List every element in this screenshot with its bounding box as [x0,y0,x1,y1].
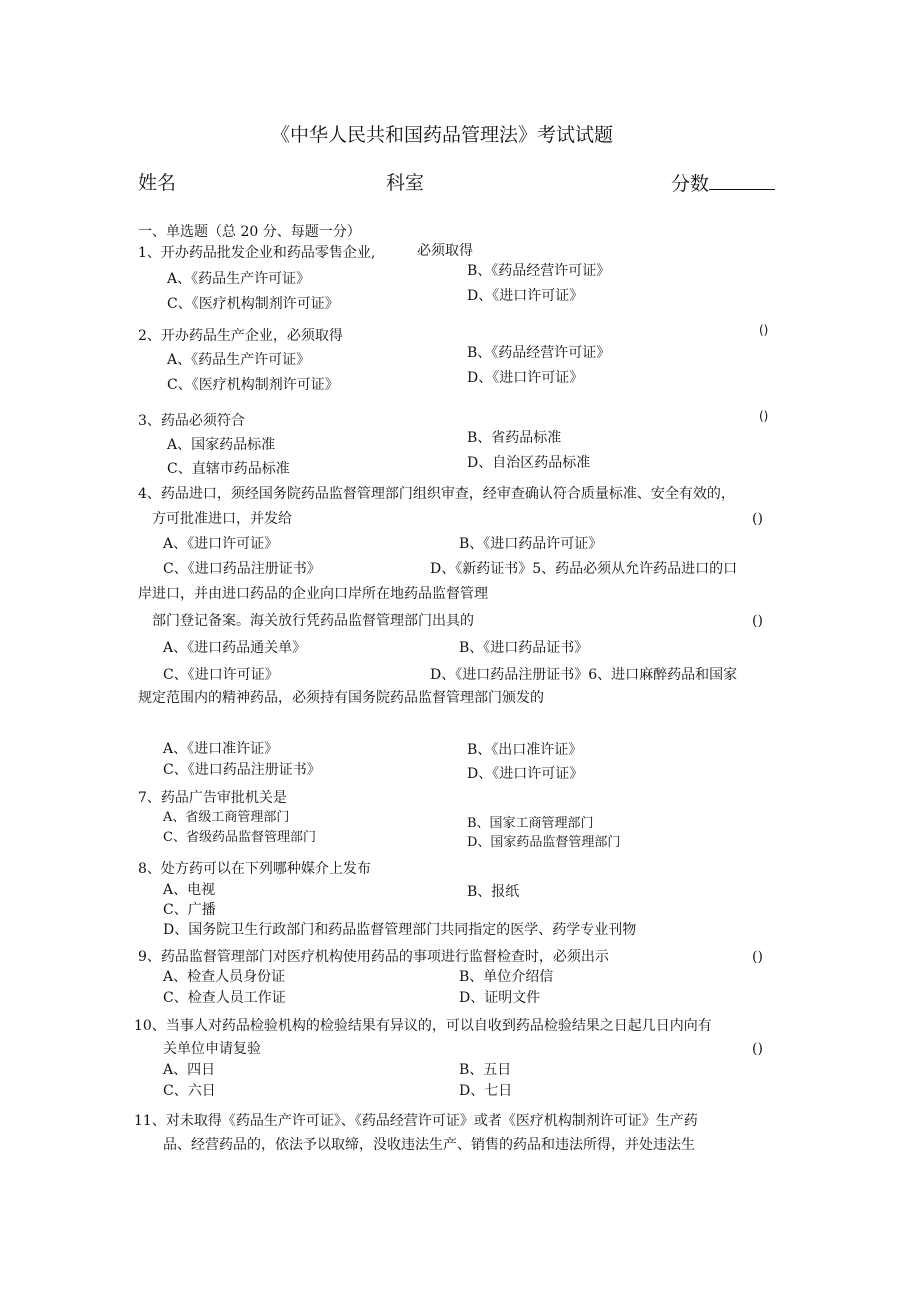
q6-option-a: A、《进口准许证》 [163,741,279,757]
q3-answer-paren: () [759,409,769,423]
score-label [671,171,775,196]
q6-stem-line2: 规定范围内的精神药品，必须持有国务院药品监督管理部门颁发的 [138,690,544,706]
q4-option-b: B、《进口药品许可证》 [459,536,603,552]
score-blank [709,171,775,190]
q11-stem-line2: 品、经营药品的，依法予以取缔，没收违法生产、销售的药品和违法所得，并处违法生 [163,1137,695,1153]
q1-stem: 1、开办药品批发企业和药品零售企业, [138,245,376,261]
q2-option-d: D、《进口许可证》 [467,370,584,386]
q1-option-c: C、《医疗机构制剂许可证》 [167,296,339,312]
q4-option-c: C、《进口药品注册证书》 [163,561,321,577]
q7-option-a: A、省级工商管理部门 [163,810,290,825]
page-title: 《中华人民共和国药品管理法》考试试题 [271,124,614,146]
q5-stem-line2: 岸进口，并由进口药品的企业向口岸所在地药品监督管理 [138,586,488,602]
q7-option-c: C、省级药品监督管理部门 [163,830,316,845]
q2-option-c: C、《医疗机构制剂许可证》 [167,377,339,393]
q2-answer-paren: () [759,323,769,337]
score-label-text: 分数 [671,173,710,195]
q3-stem: 3、药品必须符合 [138,413,245,429]
q10-option-a: A、四日 [163,1062,216,1078]
section-heading: 一、单选题（总 20 分、每题一分） [138,224,361,240]
q10-option-d: D、七日 [459,1083,513,1099]
q1-option-b: B、《药品经营许可证》 [467,263,611,279]
q9-option-b: B、单位介绍信 [459,969,554,985]
q1-option-d: D、《进口许可证》 [467,288,584,304]
q5-answer-paren: () [752,613,763,629]
q4-stem-line1: 4、药品进口，须经国务院药品监督管理部门组织审查，经审查确认符合质量标准、安全有效的， [138,486,735,502]
q11-stem-line1: 11、对未取得《药品生产许可证》、《药品经营许可证》或者《医疗机构制剂许可证》生产药 [134,1113,698,1129]
q10-option-b: B、五日 [459,1062,512,1078]
q5-option-a: A、《进口药品通关单》 [163,640,307,656]
q10-answer-paren: () [752,1041,763,1057]
q7-option-d: D、国家药品监督管理部门 [467,835,621,850]
q9-stem: 9、药品监督管理部门对医疗机构使用药品的事项进行监督检查时，必须出示 [138,949,609,965]
name-label: 姓名 [138,172,177,194]
q3-option-a: A、国家药品标准 [167,437,276,453]
dept-label: 科室 [386,172,425,194]
q3-option-d: D、自治区药品标准 [467,455,591,471]
q2-option-a: A、《药品生产许可证》 [167,352,311,368]
q10-stem-line2: 关单位申请复验 [163,1041,261,1057]
q8-option-b: B、报纸 [467,884,520,900]
q5-option-b: B、《进口药品证书》 [459,640,589,656]
q4-answer-paren: () [752,511,763,527]
q3-option-c: C、直辖市药品标准 [167,461,290,477]
q6-option-d: D、《进口许可证》 [467,766,584,782]
q9-option-a: A、检查人员身份证 [163,969,286,985]
q8-option-c: C、广播 [163,902,216,918]
q5-option-c: C、《进口许可证》 [163,667,279,683]
q6-option-b: B、《出口准许证》 [467,742,583,758]
q4-option-d-and-q5-start: D、《新药证书》5、药品必须从允许药品进口的口 [430,561,738,577]
q8-option-d: D、国务院卫生行政部门和药品监督管理部门共同指定的医学、药学专业刊物 [163,922,637,938]
q9-answer-paren: () [752,949,763,965]
q8-option-a: A、电视 [163,882,216,898]
q1-stem-tail: 必须取得 [417,243,473,259]
q2-stem: 2、开办药品生产企业，必须取得 [138,328,343,344]
q7-stem: 7、药品广告审批机关是 [138,790,287,806]
q5-option-d-and-q6-start: D、《进口药品注册证书》6、进口麻醉药品和国家 [430,667,738,683]
q4-option-a: A、《进口许可证》 [163,536,279,552]
q9-option-c: C、检查人员工作证 [163,990,286,1006]
q10-option-c: C、六日 [163,1083,216,1099]
q6-option-c: C、《进口药品注册证书》 [163,762,321,778]
q3-option-b: B、省药品标准 [467,430,562,446]
q2-option-b: B、《药品经营许可证》 [467,345,611,361]
q8-stem: 8、处方药可以在下列哪种媒介上发布 [138,861,371,877]
q9-option-d: D、证明文件 [459,990,541,1006]
q1-option-a: A、《药品生产许可证》 [167,271,311,287]
q10-stem-line1: 10、当事人对药品检验机构的检验结果有异议的，可以自收到药品检验结果之日起几日内向有 [134,1018,712,1034]
q5-stem-line3: 部门登记备案。海关放行凭药品监督管理部门出具的 [152,613,474,629]
q7-option-b: B、国家工商管理部门 [467,816,594,831]
q4-stem-line2: 方可批准进口，并发给 [152,511,292,527]
